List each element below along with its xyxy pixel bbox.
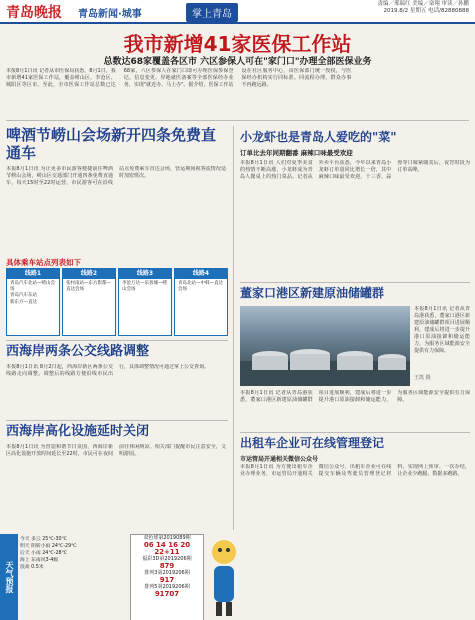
masthead	[0, 0, 475, 24]
beer-festival-title: 啤酒节崂山会场新开四条免费直通车	[6, 126, 217, 162]
oil-storage-title: 董家口港区新建原油储罐群	[240, 286, 385, 300]
lead-body: 本报8月1日讯 记者从市医保局获悉，8月1日，我市新增41家医保工作站，覆盖崂山区、李沧区、城阳区等区市。至此，全市医保工作站总数已达68家，六区参保人在家门口即可办理医保参保登记、信息变更、异地就医备案等全部医保经办业务，实现"就近办、马上办"。据介绍，医保工作站设在社区服务中心，由医保部门统一授权，与医保经办机构实行同标准、同流程办理，群众办事不再跑远路。	[6, 68, 352, 88]
route-stops: 张村南站—东方影都—直达会场	[66, 281, 111, 293]
weather-label: 天气预报	[0, 534, 18, 620]
crayfish-subtitle: 订单比去年同期翻番 麻辣口味最受欢迎	[240, 149, 353, 157]
facility-body: 本报8月1日讯 为营造和谐节日氛围，西海岸新区高化设施开放时间延长至22时，市民可在夜间前往休闲纳凉。相关部门提醒市民注意安全，文明游园。	[6, 444, 226, 457]
route-card-3	[118, 268, 172, 336]
newspaper-logo: 青岛晚报	[6, 5, 62, 21]
oil-storage-body-side: 本报8月1日讯 记者从青岛港获悉，董家口港区新建原油储罐群项目进展顺利，建成后将进一步提升港口原油接卸和储运能力，为服务区域能源安全提供有力保障。	[414, 306, 470, 354]
crayfish-title: 小龙虾也是青岛人爱吃的"菜"	[240, 130, 397, 144]
lottery-line: 排列5第2019206期	[144, 584, 190, 590]
weather-forecast: 今天 多云 25℃-30℃ 明天 阴转小雨 24℃-29℃ 后天 小雨 24℃-28℃ 海上 东南风3-4级 浪高 0.5米	[20, 537, 77, 570]
route-card-4	[174, 268, 228, 336]
lottery-line: 排列3第2019206期	[144, 570, 190, 576]
divider	[240, 432, 470, 433]
route-name: 线路4	[175, 269, 227, 279]
taxi-title: 出租车企业可在线管理登记	[240, 436, 385, 450]
route-stops: 青岛北站—中韩—直达会场	[178, 281, 223, 293]
storage-tanks-illustration	[240, 306, 410, 386]
mascot-icon	[206, 536, 242, 618]
lottery-line: 879	[159, 562, 175, 570]
divider	[6, 340, 228, 341]
divider	[6, 120, 469, 121]
bus-route-title: 西海岸两条公交线路调整	[6, 344, 150, 359]
route-name: 线路1	[7, 269, 59, 279]
issue-editors: 责编／邢瑞红 美编／栾翔 审读／孙鹏	[377, 1, 469, 7]
photo-caption: 王凯 摄	[414, 375, 431, 381]
lottery-line: 06 14 16 20 22+11	[143, 541, 191, 556]
oil-storage-photo	[240, 306, 410, 386]
section-title: 青岛新闻·城事	[78, 9, 142, 20]
lottery-box	[130, 534, 204, 620]
mascot-illustration	[206, 536, 242, 618]
facility-title: 西海岸高化设施延时关闭	[6, 424, 150, 439]
taxi-body: 本报8月1日讯 为方便出租车企业办理业务，市运管局开通相关微信公众号，出租车企业可在线提交车辆及驾驶员管理登记材料，实现网上预审、一次办结，让企业少跑腿、数据多跑路。	[240, 464, 470, 477]
lead-subheadline: 总数达68家覆盖各区市 六区参保人可在"家门口"办理全部医保业务	[103, 57, 372, 67]
issue-info	[378, 1, 470, 15]
divider	[6, 420, 228, 421]
lottery-line: 917	[159, 576, 175, 584]
route-card-1	[6, 268, 60, 336]
lead-headline: 我市新增41家医保工作站	[123, 32, 352, 56]
route-stops: 李沧万达—乐客城—崂山会场	[122, 281, 167, 293]
section-badge: 掌上青岛	[186, 3, 238, 22]
column-divider	[233, 126, 234, 530]
route-name: 线路2	[63, 269, 115, 279]
lottery-line: 91707	[154, 590, 180, 598]
beer-festival-body: 本报8月1日讯 为让更多市民游客便捷前往啤酒节崂山会场，崂山区交通部门开通四条免费直通车，每天15时至22时运营，市民游客可在沿线站点免费乘车直达会场，营运期间视客流情况适时加密班次。	[6, 166, 226, 186]
bus-route-body: 本报8月1日讯 8月2日起，西海岸新区两条公交线路走向调整。调整后的线路方便沿线市民出行，具体调整情况可通过掌上公交查询。	[6, 364, 210, 377]
crayfish-body: 本报8月1日讯 人们对夏季美食的热情不断高涨，小龙虾成为青岛人餐桌上的热门菜品。记者从外卖平台获悉，今年以来青岛小龙虾订单量同比增长一倍，其中麻辣口味最受欢迎，十三香、蒜蓉等口味紧随其后，夜宵时段为订单高峰。	[240, 160, 470, 180]
route-card-2	[62, 268, 116, 336]
divider	[240, 282, 470, 283]
lottery-line: 福彩3D第2019206期	[142, 556, 192, 562]
route-stops: 青岛汽车北站—崂山会场 青岛汽车东站 新东方—直达	[10, 281, 55, 305]
issue-date: 2019.8/2 星期五 电话/82880888	[383, 8, 469, 14]
taxi-subtitle: 市运管局开通相关微信公众号	[240, 456, 319, 463]
lottery-line: 双色球第2019089期	[143, 535, 191, 541]
routes-title: 具体乘车站点列表如下	[6, 258, 81, 267]
route-name: 线路3	[119, 269, 171, 279]
oil-storage-body: 本报8月1日讯 记者从青岛港获悉，董家口港区新建原油储罐群项目进展顺利，建成后将进一步提升港口原油接卸和储运能力，为服务区域能源安全提供有力保障。	[240, 390, 470, 403]
